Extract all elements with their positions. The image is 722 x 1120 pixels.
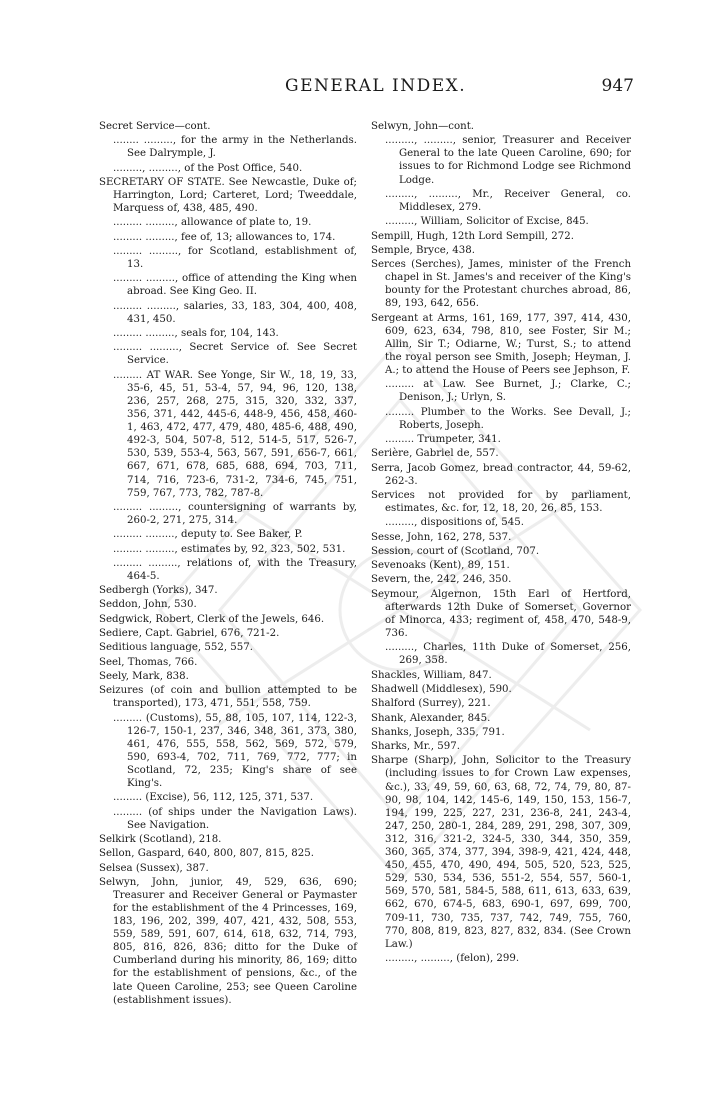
index-entry: Sesse, John, 162, 278, 537. bbox=[371, 531, 512, 543]
index-entry: Session, court of (Scotland, 707. bbox=[371, 545, 540, 557]
index-entry: ......... ........., office of attending the King when abroad. See King Geo. II. bbox=[113, 273, 357, 298]
index-entry: Sharks, Mr., 597. bbox=[371, 741, 460, 753]
index-entry: ........ ........., for the army in the Netherlands. See Dalrymple, J. bbox=[113, 135, 357, 160]
index-entry: Seizures (of coin and bullion attempted to be transported), 173, 471, 551, 558, 759. bbox=[99, 685, 357, 710]
index-entry: Selkirk (Scotland), 218. bbox=[99, 833, 222, 845]
index-entry: Sedgwick, Robert, Clerk of the Jewels, 646. bbox=[99, 613, 325, 625]
page-header bbox=[0, 76, 722, 100]
index-entry: Shanks, Joseph, 335, 791. bbox=[371, 726, 505, 738]
index-entry: ......... ........., deputy to. See Baker, P. bbox=[113, 529, 303, 541]
index-entry: Shalford (Surrey), 221. bbox=[371, 698, 491, 710]
index-entry: Seddon, John, 530. bbox=[99, 599, 197, 611]
index-entry: ........., ........., of the Post Office, 540. bbox=[113, 162, 303, 174]
page-number: 947 bbox=[601, 76, 634, 96]
index-entry: Serra, Jacob Gomez, bread contractor, 44, 59-62, 262-3. bbox=[371, 462, 631, 487]
index-entry: Severn, the, 242, 246, 350. bbox=[371, 574, 512, 586]
index-entry: ......... ........., estimates by, 92, 323, 502, 531. bbox=[113, 543, 346, 555]
index-entry: Selwyn, John—cont. bbox=[371, 121, 475, 132]
index-entry: ......... Plumber to the Works. See Devall, J.; Roberts, Joseph. bbox=[385, 406, 631, 431]
index-entry: Serière, Gabriel de, 557. bbox=[371, 448, 499, 460]
index-entry: Shadwell (Middlesex), 590. bbox=[371, 683, 512, 695]
index-entry: ........., dispositions of, 545. bbox=[385, 517, 524, 529]
index-entry: Seely, Mark, 838. bbox=[99, 670, 189, 682]
index-entry: ......... ........., seals for, 104, 143. bbox=[113, 328, 279, 340]
index-entry: ......... (Excise), 56, 112, 125, 371, 537. bbox=[113, 792, 314, 804]
index-entry: Selsea (Sussex), 387. bbox=[99, 862, 209, 874]
index-entry: Shank, Alexander, 845. bbox=[371, 712, 491, 724]
index-entry: ......... at Law. See Burnet, J.; Clarke, C.; Denison, J.; Urlyn, S. bbox=[385, 379, 631, 404]
index-entry: Seymour, Algernon, 15th Earl of Hertford, afterwards 12th Duke of Somerset, Governor of Minorca, 433; regiment of, 458, 470, 548-9, 736. bbox=[371, 588, 631, 640]
index-entry: Serces (Serches), James, minister of the French chapel in St. James's and receiver of the King's bounty for the Protestant churches abroad, 86, 89, 193, 642, 656. bbox=[371, 259, 631, 310]
index-entry: Semple, Bryce, 438. bbox=[371, 244, 475, 256]
index-entry: ......... AT WAR. See Yonge, Sir W., 18, 19, 33, 35-6, 45, 51, 53-4, 57, 94, 96, 120, 138, 236, 257, 268, 275, 315, 320, 332, 337, 356, 371, 442, 445-6, 448-9, 456, 458, 460-1, 463, 472, 477, 479, 480, 485-6, 488, 490, 492-3, 504, 507-8, 512, 514-5, 517, 526-7, 530, 539, 553-4, 563, 567, 591, 656-7, 661, 667, 671, 678, 685, 688, 694, 703, 711, 714, 716, 723-6, 731-2, 734-6, 745, 751, 759, 767, 773, 782, 787-8. bbox=[113, 369, 357, 499]
index-entry: Sediere, Capt. Gabriel, 676, 721-2. bbox=[99, 628, 280, 640]
index-entry: ......... (of ships under the Navigation Laws). See Navigation. bbox=[113, 806, 357, 831]
index-entry: Seditious language, 552, 557. bbox=[99, 642, 253, 654]
index-entry: Secret Service—cont. bbox=[99, 121, 211, 132]
index-entry: Sempill, Hugh, 12th Lord Sempill, 272. bbox=[371, 230, 574, 242]
index-entry: Shackles, William, 847. bbox=[371, 669, 492, 681]
index-entry: Selwyn, John, junior, 49, 529, 636, 690; Treasurer and Receiver General or Paymaster for the establishment of the 4 Princesses, 169, 183, 196, 202, 399, 407, 421, 432, 508, 553, 559, 589, 591, 607, 614, 618, 632, 714, 793, 805, 816, 826, 836; ditto for the Duke of Cumberland during his minority, 86, 169; ditto for the establishment of pensions, &c., of the late Queen Caroline, 253; see Queen Caroline (establishment issues). bbox=[99, 876, 357, 1006]
index-entry: ......... ........., fee of, 13; allowances to, 174. bbox=[113, 231, 336, 243]
index-entry: ......... ........., for Scotland, establishment of, 13. bbox=[113, 245, 357, 271]
index-entry: ......... (Customs), 55, 88, 105, 107, 114, 122-3, 126-7, 150-1, 237, 346, 348, 361, 373, 380, 461, 476, 555, 558, 562, 569, 572, 579, 590, 693-4, 702, 711, 769, 772, 777; in Scotland, 72, 235; King's share of see King's. bbox=[113, 712, 357, 789]
index-entry: ......... ........., relations of, with the Treasury, 464-5. bbox=[113, 557, 357, 582]
index-entry: ......... Trumpeter, 341. bbox=[385, 434, 501, 446]
index-entry: ........., ........., Mr., Receiver General, co. Middlesex, 279. bbox=[385, 188, 631, 213]
index-entry: SECRETARY OF STATE. See Newcastle, Duke of; Harrington, Lord; Carteret, Lord; Tweeddale, Marquess of, 438, 485, 490. bbox=[99, 176, 357, 215]
index-entry: Sellon, Gaspard, 640, 800, 807, 815, 825. bbox=[99, 848, 314, 860]
index-entry: Sharpe (Sharp), John, Solicitor to the Treasury (including issues to for Crown Law expenses, &c.), 33, 49, 59, 60, 63, 68, 72, 74, 79, 80, 87-90, 98, 104, 142, 145-6, 149, 150, 153, 156-7, 194, 199, 225, 227, 231, 236-8, 241, 243-4, 247, 250, 280-1, 284, 289, 291, 298, 307, 309, 312, 316, 321-2, 324-5, 330, 344, 350, 359, 360, 365, 374, 377, 394, 398-9, 421, 424, 448, 450, 455, 470, 490, 494, 505, 520, 523, 525, 529, 530, 534, 536, 551-2, 554, 557, 560-1, 569, 570, 581, 584-5, 588, 611, 613, 633, 639, 662, 670, 674-5, 683, 690-1, 697, 699, 700, 709-11, 730, 735, 737, 742, 749, 755, 760, 770, 808, 819, 823, 827, 832, 834. (See Crown Law.) bbox=[371, 755, 631, 950]
index-column-right bbox=[371, 120, 631, 966]
index-column-left bbox=[99, 120, 357, 1008]
index-entry: ........., ........., senior, Treasurer and Receiver General to the late Queen Caroline, 690; for issues to for Richmond Lodge see Richmond Lodge. bbox=[385, 135, 631, 186]
index-entry: ......... ........., allowance of plate to, 19. bbox=[113, 217, 312, 229]
index-entry: ......... ........., salaries, 33, 183, 304, 400, 408, 431, 450. bbox=[113, 300, 357, 325]
index-entry: ......... ........., Secret Service of. See Secret Service. bbox=[113, 342, 357, 367]
index-entry: Services not provided for by parliament, estimates, &c. for, 12, 18, 20, 26, 85, 153. bbox=[371, 489, 631, 515]
index-entry: Sevenoaks (Kent), 89, 151. bbox=[371, 560, 510, 572]
running-title: GENERAL INDEX. bbox=[285, 76, 467, 96]
index-entry: ........., William, Solicitor of Excise, 845. bbox=[385, 216, 589, 228]
index-entry: ........., Charles, 11th Duke of Somerset, 256, 269, 358. bbox=[385, 642, 631, 667]
index-entry: Sedbergh (Yorks), 347. bbox=[99, 585, 218, 597]
index-entry: Seel, Thomas, 766. bbox=[99, 656, 198, 668]
index-entry: ........., ........., (felon), 299. bbox=[385, 952, 520, 964]
index-entry: Sergeant at Arms, 161, 169, 177, 397, 414, 430, 609, 623, 634, 798, 810, see Foster, Sir M.; Allin, Sir T.; Odiarne, W.; Turst, S.; to attend the royal person see Smith, Joseph; Heyman, J. A.; to attend the House of Peers see Jephson, F. bbox=[371, 312, 631, 376]
index-entry: ......... ........., countersigning of warrants by, 260-2, 271, 275, 314. bbox=[113, 501, 357, 526]
